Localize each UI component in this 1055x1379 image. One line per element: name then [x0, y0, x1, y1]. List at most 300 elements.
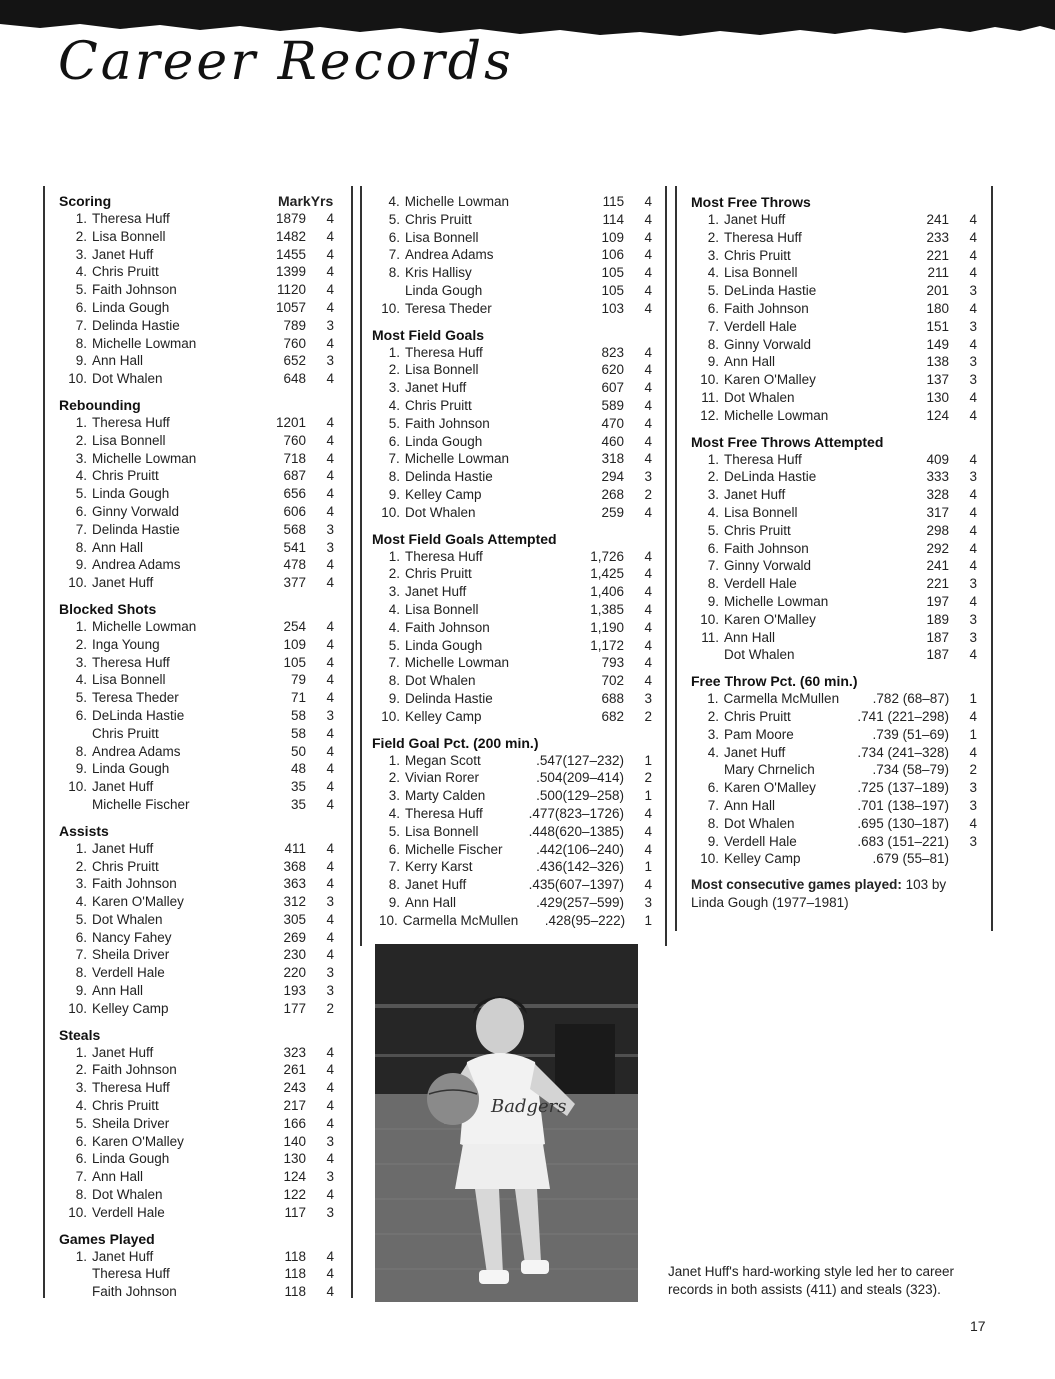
record-row	[59, 228, 334, 246]
record-rank: 4.	[388, 397, 400, 413]
record-value: 230	[283, 947, 306, 963]
record-value: 105	[601, 282, 624, 298]
record-rank: 7.	[707, 797, 719, 813]
years-played: 4	[644, 415, 652, 431]
record-row	[691, 300, 977, 318]
record-rank: 10.	[68, 779, 87, 795]
record-row	[372, 246, 652, 264]
player-name: Michelle Lowman	[92, 450, 197, 466]
record-value: .477(823–1726)	[528, 805, 624, 821]
record-row	[59, 1097, 334, 1115]
record-rank: 9.	[75, 557, 87, 573]
years-played: 3	[969, 629, 977, 645]
record-row	[59, 450, 334, 468]
record-rank: 2.	[707, 708, 719, 724]
record-row	[372, 787, 652, 805]
years-played: 4	[326, 1115, 334, 1131]
record-row	[372, 468, 652, 486]
record-rank: 5.	[707, 283, 719, 299]
years-played: 4	[326, 468, 334, 484]
yrs-header: Yrs	[310, 193, 334, 209]
record-row	[59, 1265, 334, 1283]
player-name: Ann Hall	[92, 539, 144, 555]
record-value: 318	[601, 451, 625, 467]
record-category	[372, 326, 652, 522]
record-rank: 10.	[381, 300, 400, 316]
record-value: 105	[601, 265, 624, 281]
player-name: Dot Whalen	[405, 673, 476, 689]
record-row	[372, 229, 652, 247]
record-rank: 3.	[707, 726, 719, 742]
record-row	[691, 779, 977, 797]
record-rank: 5.	[707, 522, 719, 538]
record-row	[691, 504, 977, 522]
record-rank: 1.	[707, 691, 719, 707]
record-row	[59, 467, 334, 485]
player-name: Chris Pruitt	[92, 264, 159, 280]
record-value: .442(106–240)	[536, 841, 624, 857]
record-rank: 4.	[75, 264, 87, 280]
record-rank: 4.	[75, 1098, 87, 1114]
record-value: 50	[290, 743, 306, 759]
record-value: 35	[290, 779, 306, 795]
years-played: 4	[326, 371, 334, 387]
years-played: 4	[326, 335, 334, 351]
player-name: Verdell Hale	[724, 318, 797, 334]
player-name: Michelle Lowman	[404, 194, 510, 209]
player-name: Janet Huff	[92, 779, 154, 795]
note-label: Most consecutive games played:	[691, 877, 902, 893]
years-played: 4	[326, 432, 334, 448]
years-played: 4	[326, 282, 334, 298]
years-played: 3	[326, 539, 334, 555]
record-row	[372, 450, 652, 468]
player-name: Lisa Bonnell	[405, 362, 479, 378]
years-played: 4	[644, 397, 652, 413]
record-rank: 3.	[388, 380, 400, 396]
player-name: Janet Huff	[724, 487, 786, 503]
record-row	[691, 708, 977, 726]
page-number: 17	[970, 1318, 986, 1334]
years-played: 4	[969, 815, 977, 831]
record-row	[691, 371, 977, 389]
record-value: .782 (68–87)	[872, 691, 950, 707]
record-value: 652	[283, 353, 306, 369]
player-name: Chris Pruitt	[405, 397, 472, 413]
record-rank: 4.	[75, 468, 87, 484]
category-title: Most Field Goals Attempted	[372, 530, 557, 547]
record-rank	[59, 1283, 92, 1301]
record-row	[372, 601, 652, 619]
record-rank: 10.	[68, 371, 87, 387]
record-row	[691, 318, 977, 336]
record-row	[59, 946, 334, 964]
record-rank	[59, 796, 92, 814]
years-played: 4	[326, 557, 334, 573]
record-value: 58	[290, 725, 306, 741]
player-name: Verdell Hale	[92, 1204, 165, 1220]
record-row	[59, 317, 334, 335]
category-title: Scoring	[59, 193, 112, 209]
record-value: 789	[283, 317, 306, 333]
player-name: Linda Gough	[92, 1151, 170, 1167]
record-rank: 6.	[75, 299, 87, 315]
record-rank: 10.	[379, 912, 398, 928]
record-rank: 8.	[388, 469, 400, 485]
record-value: .547(127–232)	[536, 752, 624, 768]
player-name: Lisa Bonnell	[405, 229, 479, 245]
years-played: 4	[326, 503, 334, 519]
player-name: Michelle Lowman	[404, 655, 510, 671]
years-played: 4	[969, 265, 977, 281]
category-title: Most Free Throws Attempted	[691, 433, 884, 450]
record-value: .725 (137–189)	[857, 780, 949, 796]
player-name: Ann Hall	[724, 797, 776, 813]
player-name: Theresa Huff	[92, 1266, 170, 1282]
record-rank: 7.	[75, 1169, 87, 1185]
record-row	[59, 1168, 334, 1186]
years-played: 4	[326, 211, 334, 226]
record-value: 221	[926, 576, 949, 592]
years-played: 4	[326, 1098, 334, 1114]
years-played: 4	[326, 1151, 334, 1167]
record-row	[59, 556, 334, 574]
record-rank: 2.	[388, 566, 400, 582]
years-played: 4	[326, 575, 334, 591]
record-rank: 1.	[388, 548, 400, 564]
player-name: Faith Johnson	[92, 1062, 177, 1078]
years-played: 3	[969, 797, 977, 813]
years-played: 4	[326, 228, 334, 244]
record-row	[59, 760, 334, 778]
record-rank: 1.	[75, 1044, 87, 1060]
record-row	[691, 282, 977, 300]
record-rank: 11.	[701, 389, 719, 405]
record-row	[691, 575, 977, 593]
years-played: 4	[644, 655, 652, 671]
category-title: Steals	[59, 1026, 101, 1043]
player-name: Kelley Camp	[92, 1000, 169, 1016]
record-row	[372, 361, 652, 379]
years-played: 4	[326, 1187, 334, 1203]
record-value: 140	[283, 1133, 306, 1149]
category-title: Free Throw Pct. (60 min.)	[691, 673, 858, 690]
record-value: 607	[601, 380, 624, 396]
player-name: Faith Johnson	[405, 619, 490, 635]
record-rank: 6.	[388, 841, 400, 857]
record-value: 298	[926, 522, 949, 538]
player-photo	[375, 944, 638, 1302]
record-rank: 1.	[75, 211, 87, 226]
record-rank: 1.	[707, 212, 719, 227]
years-played: 4	[326, 264, 334, 280]
record-rank: 6.	[707, 780, 719, 796]
years-played: 4	[326, 840, 334, 856]
record-row	[372, 211, 652, 229]
category-title: Rebounding	[59, 396, 141, 413]
record-rank: 1.	[75, 1248, 87, 1264]
years-played: 4	[326, 299, 334, 315]
category-title: Most Free Throws	[691, 194, 811, 210]
years-played: 4	[969, 229, 977, 245]
years-played: 4	[644, 282, 652, 298]
player-name: Verdell Hale	[92, 965, 165, 981]
record-rank: 2.	[75, 228, 87, 244]
years-played: 4	[326, 1080, 334, 1096]
record-value: 1120	[276, 282, 306, 298]
record-row	[691, 336, 977, 354]
record-rank: 4.	[388, 601, 400, 617]
years-played: 4	[326, 654, 334, 670]
years-played: 4	[326, 450, 334, 466]
record-value: 114	[602, 211, 624, 227]
record-value: 217	[283, 1098, 306, 1114]
record-value: 1879	[275, 211, 306, 226]
record-value: 702	[601, 673, 624, 689]
player-name: Andrea Adams	[405, 247, 494, 263]
record-value: 305	[283, 911, 306, 927]
record-value: 187	[926, 629, 949, 645]
record-row	[691, 522, 977, 540]
years-played: 4	[326, 725, 334, 741]
record-rank	[691, 761, 724, 779]
record-rank: 4.	[75, 894, 87, 910]
player-name: Karen O'Malley	[724, 611, 816, 627]
record-value: 760	[283, 335, 306, 351]
record-rank: 8.	[707, 815, 719, 831]
record-row	[372, 841, 652, 859]
record-row	[59, 689, 334, 707]
years-played: 1	[644, 912, 652, 928]
record-value: 1,190	[590, 619, 624, 635]
record-value: 1201	[275, 414, 306, 430]
years-played: 3	[644, 469, 652, 485]
record-value: 124	[926, 407, 949, 423]
years-played: 4	[644, 265, 652, 281]
record-row	[372, 690, 652, 708]
player-name: Chris Pruitt	[724, 247, 791, 263]
player-name: Michelle Fischer	[405, 841, 503, 857]
years-played: 2	[644, 708, 652, 724]
player-name: Sheila Driver	[92, 1115, 170, 1131]
record-row	[691, 761, 977, 779]
record-rank: 4.	[388, 194, 400, 209]
record-row	[59, 370, 334, 388]
years-played: 3	[326, 894, 334, 910]
player-name: Verdell Hale	[724, 576, 797, 592]
record-rank: 9.	[388, 690, 400, 706]
record-category	[691, 672, 977, 868]
record-row	[59, 893, 334, 911]
record-row	[372, 654, 652, 672]
years-played: 4	[326, 796, 334, 812]
record-row	[59, 654, 334, 672]
record-rank: 8.	[388, 265, 400, 281]
record-value: 317	[926, 504, 949, 520]
years-played: 4	[326, 929, 334, 945]
player-name: Sheila Driver	[92, 947, 170, 963]
record-value: 130	[926, 389, 949, 405]
player-name: Ann Hall	[92, 353, 144, 369]
record-row	[59, 964, 334, 982]
record-value: 211	[927, 265, 949, 281]
record-rank: 12.	[700, 407, 719, 423]
years-played: 4	[326, 761, 334, 777]
record-value: .683 (151–221)	[857, 833, 949, 849]
record-category	[59, 396, 334, 592]
record-row	[691, 797, 977, 815]
record-value: 268	[601, 486, 624, 502]
record-row	[372, 894, 652, 912]
record-rank: 2.	[75, 1062, 87, 1078]
record-row	[59, 671, 334, 689]
player-name: Ann Hall	[92, 1169, 144, 1185]
years-played: 3	[326, 1169, 334, 1185]
player-name: DeLinda Hastie	[724, 469, 817, 485]
record-rank: 8.	[75, 965, 87, 981]
record-category	[59, 822, 334, 1018]
years-played: 1	[644, 752, 652, 768]
years-played	[963, 850, 977, 868]
years-played: 3	[969, 283, 977, 299]
record-value: 118	[284, 1284, 306, 1300]
years-played: 4	[644, 584, 652, 600]
record-row	[691, 247, 977, 265]
player-name: Janet Huff	[92, 1248, 154, 1264]
record-row	[59, 539, 334, 557]
record-row	[372, 672, 652, 690]
player-name: Linda Gough	[92, 299, 170, 315]
category-title: Blocked Shots	[59, 600, 157, 617]
years-played: 4	[969, 708, 977, 724]
record-value: 180	[926, 300, 949, 316]
record-value: 166	[283, 1115, 306, 1131]
record-value: .435(607–1397)	[528, 877, 624, 893]
player-name: Lisa Bonnell	[405, 823, 479, 839]
years-played: 4	[969, 487, 977, 503]
player-name: Teresa Theder	[405, 300, 492, 316]
record-value: 648	[283, 371, 306, 387]
years-played: 4	[644, 344, 652, 360]
record-row	[59, 840, 334, 858]
years-played: 3	[326, 353, 334, 369]
record-row	[59, 263, 334, 281]
record-row	[59, 982, 334, 1000]
record-value: 1,726	[590, 548, 624, 564]
player-name: Delinda Hastie	[92, 317, 180, 333]
player-name: Kelley Camp	[405, 486, 482, 502]
record-rank: 7.	[388, 451, 400, 467]
record-value: 221	[926, 247, 949, 263]
record-value: 177	[283, 1000, 306, 1016]
record-rank: 7.	[388, 859, 400, 875]
record-value: 1,425	[590, 566, 624, 582]
record-row	[372, 300, 652, 318]
record-value: 115	[602, 194, 625, 209]
player-name: Delinda Hastie	[92, 521, 180, 537]
record-rank: 9.	[75, 353, 87, 369]
record-rank: 3.	[75, 450, 87, 466]
record-row	[691, 229, 977, 247]
record-rank: 10.	[700, 611, 719, 627]
years-played: 3	[326, 1204, 334, 1220]
record-value: 254	[283, 618, 306, 634]
player-name: Mary Chrnelich	[724, 762, 815, 778]
record-rank: 10.	[68, 1000, 87, 1016]
record-value: 201	[926, 283, 949, 299]
years-played: 4	[644, 451, 652, 467]
record-rank: 1.	[75, 618, 87, 634]
record-rank: 6.	[707, 540, 719, 556]
player-name: Faith Johnson	[405, 415, 490, 431]
record-category	[59, 1230, 334, 1301]
years-played: 4	[969, 407, 977, 423]
player-name: DeLinda Hastie	[92, 707, 185, 723]
record-row	[691, 815, 977, 833]
record-rank: 6.	[707, 300, 719, 316]
record-value: 35	[290, 796, 306, 812]
record-value: 541	[283, 539, 306, 555]
player-name: Chris Pruitt	[92, 1098, 159, 1114]
record-row	[372, 805, 652, 823]
record-row	[59, 725, 334, 743]
record-value: 122	[283, 1187, 306, 1203]
record-rank: 3.	[75, 654, 87, 670]
years-played: 4	[969, 300, 977, 316]
years-played: 4	[969, 389, 977, 405]
record-row	[59, 858, 334, 876]
record-value: 79	[290, 672, 306, 688]
years-played: 4	[326, 636, 334, 652]
player-name: Michelle Lowman	[92, 335, 197, 351]
record-rank: 6.	[388, 433, 400, 449]
record-row	[59, 485, 334, 503]
record-value: 261	[283, 1062, 306, 1078]
record-category	[59, 600, 334, 814]
record-row	[691, 540, 977, 558]
player-name: Ann Hall	[405, 894, 457, 910]
years-played: 4	[644, 877, 652, 893]
record-row	[59, 778, 334, 796]
record-row	[372, 565, 652, 583]
record-row	[691, 726, 977, 744]
player-name: Dot Whalen	[724, 647, 795, 663]
record-rank: 5.	[75, 690, 87, 706]
years-played: 3	[326, 707, 334, 723]
years-played: 3	[326, 521, 334, 537]
player-name: Michelle Fischer	[92, 796, 190, 812]
years-played: 3	[969, 354, 977, 370]
record-rank: 3.	[75, 876, 87, 892]
player-name: Kelley Camp	[405, 708, 482, 724]
record-rank: 4.	[75, 672, 87, 688]
record-row	[691, 407, 977, 425]
record-rank: 2.	[75, 636, 87, 652]
player-name: Faith Johnson	[724, 540, 809, 556]
record-row	[691, 744, 977, 762]
record-rank: 3.	[388, 584, 400, 600]
player-name: Pam Moore	[724, 726, 794, 742]
player-name: Chris Pruitt	[405, 211, 472, 227]
years-played: 4	[644, 247, 652, 263]
player-name: Lisa Bonnell	[724, 504, 798, 520]
record-value: 323	[283, 1044, 306, 1060]
record-row	[59, 1079, 334, 1097]
years-played: 4	[326, 1062, 334, 1078]
record-rank: 8.	[707, 336, 719, 352]
player-name: Janet Huff	[92, 246, 154, 262]
record-value: 241	[926, 558, 949, 574]
